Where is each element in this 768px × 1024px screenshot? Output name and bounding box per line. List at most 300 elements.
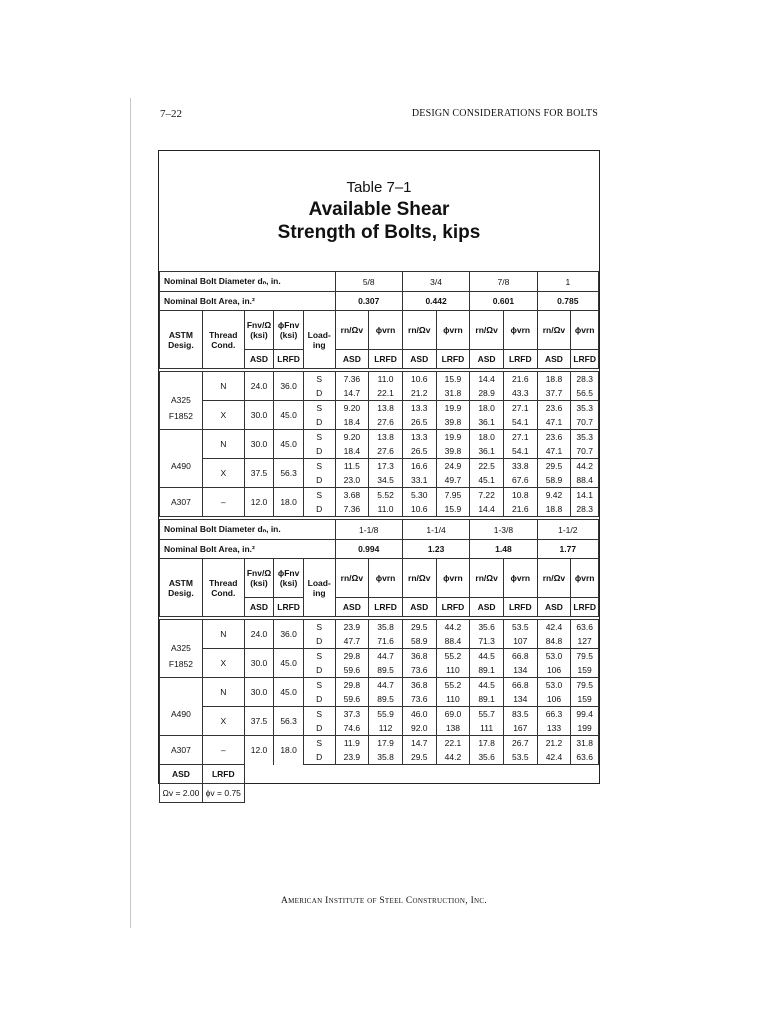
strength-value: 22.5 [470, 459, 504, 474]
astm-designation: F1852 [168, 658, 193, 669]
area-value: 0.307 [335, 292, 402, 311]
nominal-diameter-label: Nominal Bolt Diameter dₙ, in. [160, 272, 336, 292]
loading-single: S [303, 372, 335, 387]
strength-value: 89.1 [470, 692, 504, 707]
phi-fnv-value: 45.0 [274, 430, 304, 459]
diameter-row [160, 520, 599, 540]
area-value: 0.785 [537, 292, 598, 311]
phi-rn-header: ϕvrn [571, 559, 599, 598]
strength-value: 111 [470, 721, 504, 736]
loading-double: D [303, 634, 335, 649]
strength-value: 167 [503, 721, 537, 736]
strength-value: 106 [537, 663, 571, 678]
strength-value: 33.1 [402, 473, 436, 488]
strength-value: 21.2 [402, 386, 436, 401]
strength-value: 43.3 [503, 386, 537, 401]
strength-value: 36.1 [470, 415, 504, 430]
thread-condition: X [202, 459, 244, 488]
strength-value: 31.8 [436, 386, 470, 401]
loading-single: S [303, 620, 335, 635]
astm-designation-cell [160, 372, 203, 430]
strength-value: 79.5 [571, 678, 599, 693]
strength-value: 23.0 [335, 473, 369, 488]
shear-strength-table [159, 271, 599, 803]
strength-value: 28.3 [571, 502, 599, 517]
strength-value: 13.3 [402, 401, 436, 416]
fnv-omega-value: 12.0 [244, 488, 274, 517]
strength-value: 34.5 [369, 473, 403, 488]
asd-header: ASD [402, 350, 436, 369]
strength-value: 9.20 [335, 430, 369, 445]
astm-designation: F1852 [168, 410, 193, 421]
strength-value: 14.4 [470, 372, 504, 387]
strength-value: 46.0 [402, 707, 436, 722]
loading-single: S [303, 707, 335, 722]
strength-value: 127 [571, 634, 599, 649]
strength-value: 37.3 [335, 707, 369, 722]
strength-value: 134 [503, 692, 537, 707]
strength-value: 22.1 [436, 736, 470, 751]
strength-value: 58.9 [537, 473, 571, 488]
strength-value: 47.7 [335, 634, 369, 649]
strength-value: 35.8 [369, 620, 403, 635]
phi-rn-header: ϕvrn [436, 559, 470, 598]
astm-designation-cell [160, 620, 203, 678]
strength-value: 14.7 [402, 736, 436, 751]
footnote-header-row [160, 765, 599, 784]
diameter-value: 1-3/8 [470, 520, 537, 540]
fnv-omega-value: 30.0 [244, 430, 274, 459]
astm-designation: A307 [160, 736, 203, 765]
nominal-area-label: Nominal Bolt Area, in.² [160, 540, 336, 559]
thread-condition: N [202, 430, 244, 459]
astm-header: ASTM Desig. [160, 559, 203, 617]
strength-value: 28.9 [470, 386, 504, 401]
loading-double: D [303, 444, 335, 459]
loading-double: D [303, 415, 335, 430]
table-row [160, 678, 599, 693]
strength-value: 35.3 [571, 401, 599, 416]
strength-value: 14.1 [571, 488, 599, 503]
strength-value: 24.9 [436, 459, 470, 474]
nominal-diameter-label: Nominal Bolt Diameter dₙ, in. [160, 520, 336, 540]
strength-value: 36.1 [470, 444, 504, 459]
strength-value: 70.7 [571, 415, 599, 430]
footnote-blank [244, 784, 598, 803]
thread-header: Thread Cond. [202, 311, 244, 369]
strength-value: 11.5 [335, 459, 369, 474]
table-row [160, 488, 599, 503]
strength-value: 17.9 [369, 736, 403, 751]
strength-value: 21.6 [503, 372, 537, 387]
strength-value: 106 [537, 692, 571, 707]
asd-header: ASD [537, 598, 571, 617]
strength-value: 17.3 [369, 459, 403, 474]
astm-designation: A490 [171, 460, 191, 471]
strength-value: 27.1 [503, 401, 537, 416]
lrfd-header: LRFD [369, 598, 403, 617]
strength-value: 88.4 [571, 473, 599, 488]
strength-value: 159 [571, 692, 599, 707]
strength-value: 35.6 [470, 750, 504, 765]
strength-value: 18.4 [335, 415, 369, 430]
margin-rule [130, 98, 131, 928]
lrfd-header: LRFD [369, 350, 403, 369]
phi-rn-header: ϕvrn [571, 311, 599, 350]
strength-value: 29.5 [537, 459, 571, 474]
table-number: Table 7–1 [346, 179, 412, 196]
strength-value: 47.1 [537, 444, 571, 459]
strength-value: 44.2 [436, 620, 470, 635]
fnv-omega-value: 24.0 [244, 372, 274, 401]
phi-fnv-value: 45.0 [274, 678, 304, 707]
strength-value: 69.0 [436, 707, 470, 722]
phi-fnv-header: ϕFnv (ksi) [274, 311, 304, 350]
strength-value: 26.5 [402, 415, 436, 430]
area-value: 1.77 [537, 540, 598, 559]
loading-double: D [303, 692, 335, 707]
strength-value: 35.3 [571, 430, 599, 445]
strength-value: 22.1 [369, 386, 403, 401]
strength-value: 74.6 [335, 721, 369, 736]
table-row [160, 707, 599, 722]
fnv-omega-header: Fnv/Ω (ksi) [244, 559, 274, 598]
asd-header: ASD [537, 350, 571, 369]
astm-designation: A325 [171, 394, 191, 405]
strength-value: 199 [571, 721, 599, 736]
strength-value: 9.42 [537, 488, 571, 503]
area-value: 1.23 [402, 540, 469, 559]
strength-value: 11.0 [369, 502, 403, 517]
strength-value: 15.9 [436, 502, 470, 517]
lrfd-header: LRFD [436, 350, 470, 369]
astm-designation-cell [160, 678, 203, 736]
strength-value: 18.8 [537, 502, 571, 517]
table-title-line2: Strength of Bolts, kips [277, 222, 481, 243]
strength-value: 14.7 [335, 386, 369, 401]
strength-value: 29.8 [335, 678, 369, 693]
strength-value: 27.6 [369, 444, 403, 459]
phi-fnv-value: 56.3 [274, 707, 304, 736]
fnv-omega-value: 30.0 [244, 401, 274, 430]
strength-value: 89.1 [470, 663, 504, 678]
strength-value: 7.36 [335, 502, 369, 517]
strength-value: 70.7 [571, 444, 599, 459]
loading-double: D [303, 502, 335, 517]
fnv-omega-value: 30.0 [244, 649, 274, 678]
strength-value: 138 [436, 721, 470, 736]
strength-value: 21.6 [503, 502, 537, 517]
phi-fnv-value: 18.0 [274, 736, 304, 765]
rn-omega-header: rn/Ωv [537, 559, 571, 598]
strength-value: 53.0 [537, 649, 571, 664]
footnote-phi: ϕv = 0.75 [202, 784, 244, 803]
strength-value: 18.8 [537, 372, 571, 387]
strength-value: 133 [537, 721, 571, 736]
strength-value: 83.5 [503, 707, 537, 722]
phi-fnv-header: ϕFnv (ksi) [274, 559, 304, 598]
phi-fnv-value: 18.0 [274, 488, 304, 517]
strength-value: 13.8 [369, 430, 403, 445]
strength-value: 5.52 [369, 488, 403, 503]
area-value: 0.601 [470, 292, 537, 311]
strength-value: 42.4 [537, 620, 571, 635]
asd-header: ASD [470, 350, 504, 369]
strength-value: 44.5 [470, 678, 504, 693]
fnv-omega-value: 12.0 [244, 736, 274, 765]
strength-value: 58.9 [402, 634, 436, 649]
strength-value: 66.8 [503, 649, 537, 664]
loading-double: D [303, 721, 335, 736]
strength-value: 79.5 [571, 649, 599, 664]
table-row [160, 372, 599, 387]
strength-value: 17.8 [470, 736, 504, 751]
astm-designation: A325 [171, 642, 191, 653]
strength-value: 44.7 [369, 649, 403, 664]
strength-value: 19.9 [436, 401, 470, 416]
loading-header: Load- ing [303, 311, 335, 369]
strength-value: 21.2 [537, 736, 571, 751]
phi-fnv-value: 45.0 [274, 401, 304, 430]
loading-header: Load- ing [303, 559, 335, 617]
diameter-value: 5/8 [335, 272, 402, 292]
lrfd-header: LRFD [571, 598, 599, 617]
area-value: 1.48 [470, 540, 537, 559]
strength-value: 35.6 [470, 620, 504, 635]
area-row [160, 292, 599, 311]
strength-value: 7.22 [470, 488, 504, 503]
strength-value: 54.1 [503, 415, 537, 430]
strength-value: 18.0 [470, 430, 504, 445]
rn-omega-header: rn/Ωv [402, 311, 436, 350]
table-row [160, 430, 599, 445]
asd-header: ASD [470, 598, 504, 617]
phi-rn-header: ϕvrn [436, 311, 470, 350]
strength-value: 29.5 [402, 750, 436, 765]
strength-value: 26.5 [402, 444, 436, 459]
loading-single: S [303, 678, 335, 693]
rn-omega-header: rn/Ωv [402, 559, 436, 598]
strength-value: 18.4 [335, 444, 369, 459]
strength-value: 110 [436, 692, 470, 707]
strength-value: 10.6 [402, 372, 436, 387]
fnv-omega-value: 24.0 [244, 620, 274, 649]
diameter-row [160, 272, 599, 292]
lrfd-header: LRFD [274, 598, 304, 617]
table-row [160, 649, 599, 664]
strength-value: 10.6 [402, 502, 436, 517]
diameter-value: 1-1/2 [537, 520, 598, 540]
asd-header: ASD [244, 598, 274, 617]
strength-value: 67.6 [503, 473, 537, 488]
strength-value: 92.0 [402, 721, 436, 736]
strength-value: 59.6 [335, 692, 369, 707]
rn-omega-header: rn/Ωv [470, 311, 504, 350]
loading-single: S [303, 488, 335, 503]
strength-value: 89.5 [369, 663, 403, 678]
rn-omega-header: rn/Ωv [335, 311, 369, 350]
loading-double: D [303, 750, 335, 765]
strength-value: 7.95 [436, 488, 470, 503]
fnv-omega-value: 37.5 [244, 459, 274, 488]
strength-value: 18.0 [470, 401, 504, 416]
column-header-row [160, 559, 599, 598]
strength-value: 53.0 [537, 678, 571, 693]
strength-value: 23.9 [335, 750, 369, 765]
diameter-value: 1-1/8 [335, 520, 402, 540]
strength-value: 53.5 [503, 620, 537, 635]
strength-value: 23.9 [335, 620, 369, 635]
strength-value: 13.3 [402, 430, 436, 445]
strength-value: 71.6 [369, 634, 403, 649]
thread-condition: X [202, 707, 244, 736]
thread-condition: – [202, 736, 244, 765]
strength-value: 19.9 [436, 430, 470, 445]
strength-value: 16.6 [402, 459, 436, 474]
strength-value: 11.0 [369, 372, 403, 387]
strength-value: 23.6 [537, 430, 571, 445]
strength-value: 88.4 [436, 634, 470, 649]
area-row [160, 540, 599, 559]
lrfd-header: LRFD [571, 350, 599, 369]
strength-value: 44.5 [470, 649, 504, 664]
footnote-blank [244, 765, 598, 784]
loading-single: S [303, 459, 335, 474]
publisher-footer: American Institute of Steel Construction, Inc. [280, 896, 488, 906]
strength-value: 73.6 [402, 692, 436, 707]
asd-header: ASD [335, 350, 369, 369]
nominal-area-label: Nominal Bolt Area, in.² [160, 292, 336, 311]
strength-value: 35.8 [369, 750, 403, 765]
phi-fnv-value: 36.0 [274, 620, 304, 649]
phi-rn-header: ϕvrn [369, 559, 403, 598]
strength-value: 39.8 [436, 444, 470, 459]
strength-value: 55.7 [470, 707, 504, 722]
fnv-omega-header: Fnv/Ω (ksi) [244, 311, 274, 350]
footnote-lrfd: LRFD [202, 765, 244, 784]
footnote-value-row [160, 784, 599, 803]
strength-value: 15.9 [436, 372, 470, 387]
strength-value: 73.6 [402, 663, 436, 678]
strength-value: 110 [436, 663, 470, 678]
strength-value: 11.9 [335, 736, 369, 751]
table-row [160, 401, 599, 416]
diameter-value: 1 [537, 272, 598, 292]
rn-omega-header: rn/Ωv [470, 559, 504, 598]
thread-condition: X [202, 649, 244, 678]
strength-value: 13.8 [369, 401, 403, 416]
strength-value: 53.5 [503, 750, 537, 765]
thread-condition: N [202, 372, 244, 401]
strength-value: 33.8 [503, 459, 537, 474]
strength-value: 27.1 [503, 430, 537, 445]
strength-value: 47.1 [537, 415, 571, 430]
strength-value: 3.68 [335, 488, 369, 503]
page-number: 7–22 [160, 108, 182, 120]
table-panel [158, 150, 600, 798]
loading-double: D [303, 386, 335, 401]
loading-double: D [303, 663, 335, 678]
strength-value: 44.2 [571, 459, 599, 474]
phi-rn-header: ϕvrn [503, 311, 537, 350]
table-title-line1: Available Shear [308, 199, 450, 220]
strength-value: 31.8 [571, 736, 599, 751]
area-value: 0.442 [402, 292, 469, 311]
asd-header: ASD [402, 598, 436, 617]
strength-value: 49.7 [436, 473, 470, 488]
table-row [160, 459, 599, 474]
strength-value: 45.1 [470, 473, 504, 488]
strength-value: 9.20 [335, 401, 369, 416]
strength-value: 26.7 [503, 736, 537, 751]
strength-value: 44.2 [436, 750, 470, 765]
astm-designation: A307 [160, 488, 203, 517]
strength-value: 66.3 [537, 707, 571, 722]
fnv-omega-value: 37.5 [244, 707, 274, 736]
rn-omega-header: rn/Ωv [537, 311, 571, 350]
phi-fnv-value: 45.0 [274, 649, 304, 678]
strength-value: 29.5 [402, 620, 436, 635]
strength-value: 63.6 [571, 620, 599, 635]
strength-value: 59.6 [335, 663, 369, 678]
loading-single: S [303, 401, 335, 416]
strength-value: 99.4 [571, 707, 599, 722]
rn-omega-header: rn/Ωv [335, 559, 369, 598]
footnote-omega: Ωv = 2.00 [160, 784, 203, 803]
strength-value: 55.2 [436, 649, 470, 664]
diameter-value: 7/8 [470, 272, 537, 292]
lrfd-header: LRFD [503, 598, 537, 617]
phi-fnv-value: 56.3 [274, 459, 304, 488]
astm-designation: A490 [171, 708, 191, 719]
loading-single: S [303, 649, 335, 664]
lrfd-header: LRFD [436, 598, 470, 617]
strength-value: 36.8 [402, 649, 436, 664]
phi-fnv-value: 36.0 [274, 372, 304, 401]
diameter-value: 3/4 [402, 272, 469, 292]
strength-value: 7.36 [335, 372, 369, 387]
lrfd-header: LRFD [503, 350, 537, 369]
thread-condition: N [202, 678, 244, 707]
strength-value: 14.4 [470, 502, 504, 517]
phi-rn-header: ϕvrn [369, 311, 403, 350]
strength-value: 56.5 [571, 386, 599, 401]
thread-condition: N [202, 620, 244, 649]
table-row [160, 620, 599, 635]
strength-value: 159 [571, 663, 599, 678]
strength-value: 27.6 [369, 415, 403, 430]
asd-header: ASD [244, 350, 274, 369]
lrfd-header: LRFD [274, 350, 304, 369]
astm-designation-cell [160, 430, 203, 488]
strength-value: 37.7 [537, 386, 571, 401]
strength-value: 107 [503, 634, 537, 649]
thread-condition: X [202, 401, 244, 430]
strength-value: 36.8 [402, 678, 436, 693]
strength-value: 28.3 [571, 372, 599, 387]
strength-value: 23.6 [537, 401, 571, 416]
table-row [160, 736, 599, 751]
asd-header: ASD [335, 598, 369, 617]
fnv-omega-value: 30.0 [244, 678, 274, 707]
strength-value: 134 [503, 663, 537, 678]
loading-double: D [303, 473, 335, 488]
strength-value: 71.3 [470, 634, 504, 649]
astm-header: ASTM Desig. [160, 311, 203, 369]
footnote-asd: ASD [160, 765, 203, 784]
strength-value: 54.1 [503, 444, 537, 459]
diameter-value: 1-1/4 [402, 520, 469, 540]
